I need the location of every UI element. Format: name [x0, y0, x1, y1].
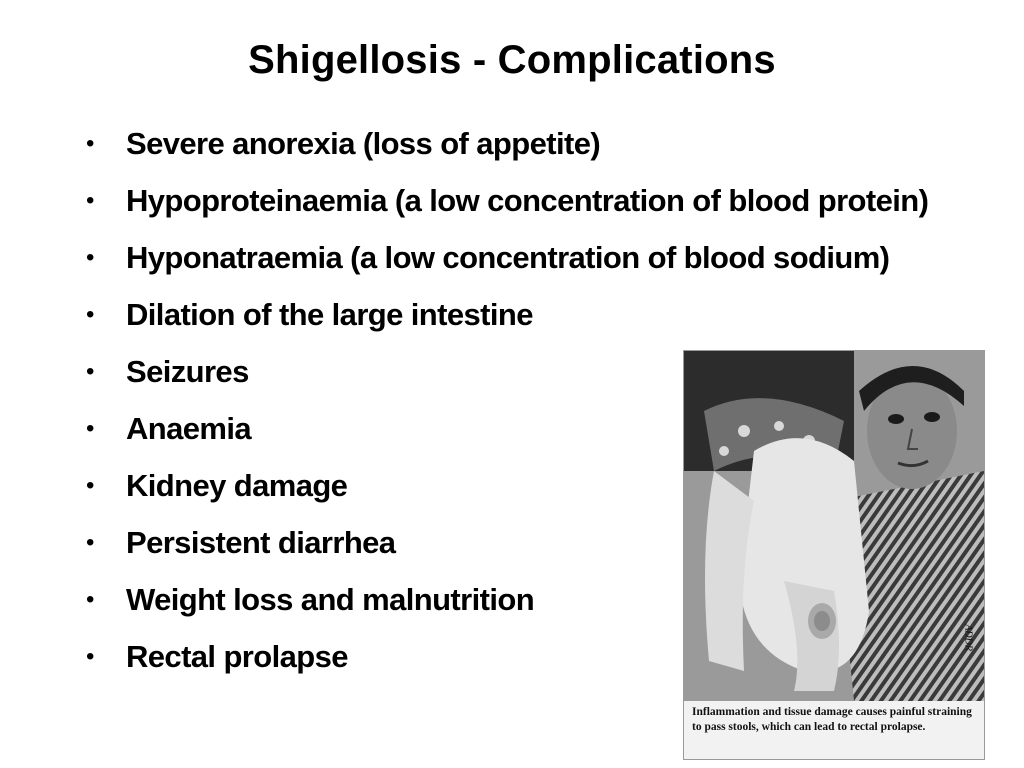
bullet-symbol: • [86, 244, 94, 271]
bullet-item [86, 122, 986, 166]
slide-title: Shigellosis - Complications [248, 38, 776, 82]
bullet-text: Persistent diarrhea [126, 525, 396, 560]
bullet-text: Hyponatraemia (a low concentration of blood sodium) [126, 240, 890, 275]
bullet-symbol: • [86, 358, 94, 385]
bullet-symbol: • [86, 415, 94, 442]
bullet-symbol: • [86, 301, 94, 328]
bullet-text: Seizures [126, 354, 249, 389]
bullet-item [86, 236, 986, 280]
bullet-text: Rectal prolapse [126, 639, 348, 674]
bullet-symbol: • [86, 130, 94, 157]
bullet-symbol: • [86, 586, 94, 613]
bullet-symbol: • [86, 529, 94, 556]
photo-illustration [684, 351, 984, 701]
bullet-item [86, 179, 986, 223]
patient-photo [683, 350, 985, 760]
bullet-symbol: • [86, 472, 94, 499]
bullet-text: Dilation of the large intestine [126, 297, 533, 332]
photo-caption: Inflammation and tissue damage causes painful straining to pass stools, which can lead to rectal prolapse. [684, 701, 984, 759]
bullet-text: Hypoproteinaemia (a low concentration of blood protein) [126, 183, 929, 218]
bullet-symbol: • [86, 187, 94, 214]
bullet-symbol: • [86, 643, 94, 670]
photo-credit: ADDR [963, 624, 974, 651]
bullet-text: Weight loss and malnutrition [126, 582, 535, 617]
bullet-text: Anaemia [126, 411, 252, 446]
bullet-text: Severe anorexia (loss of appetite) [126, 126, 601, 161]
bullet-item [86, 293, 986, 337]
bullet-text: Kidney damage [126, 468, 348, 503]
